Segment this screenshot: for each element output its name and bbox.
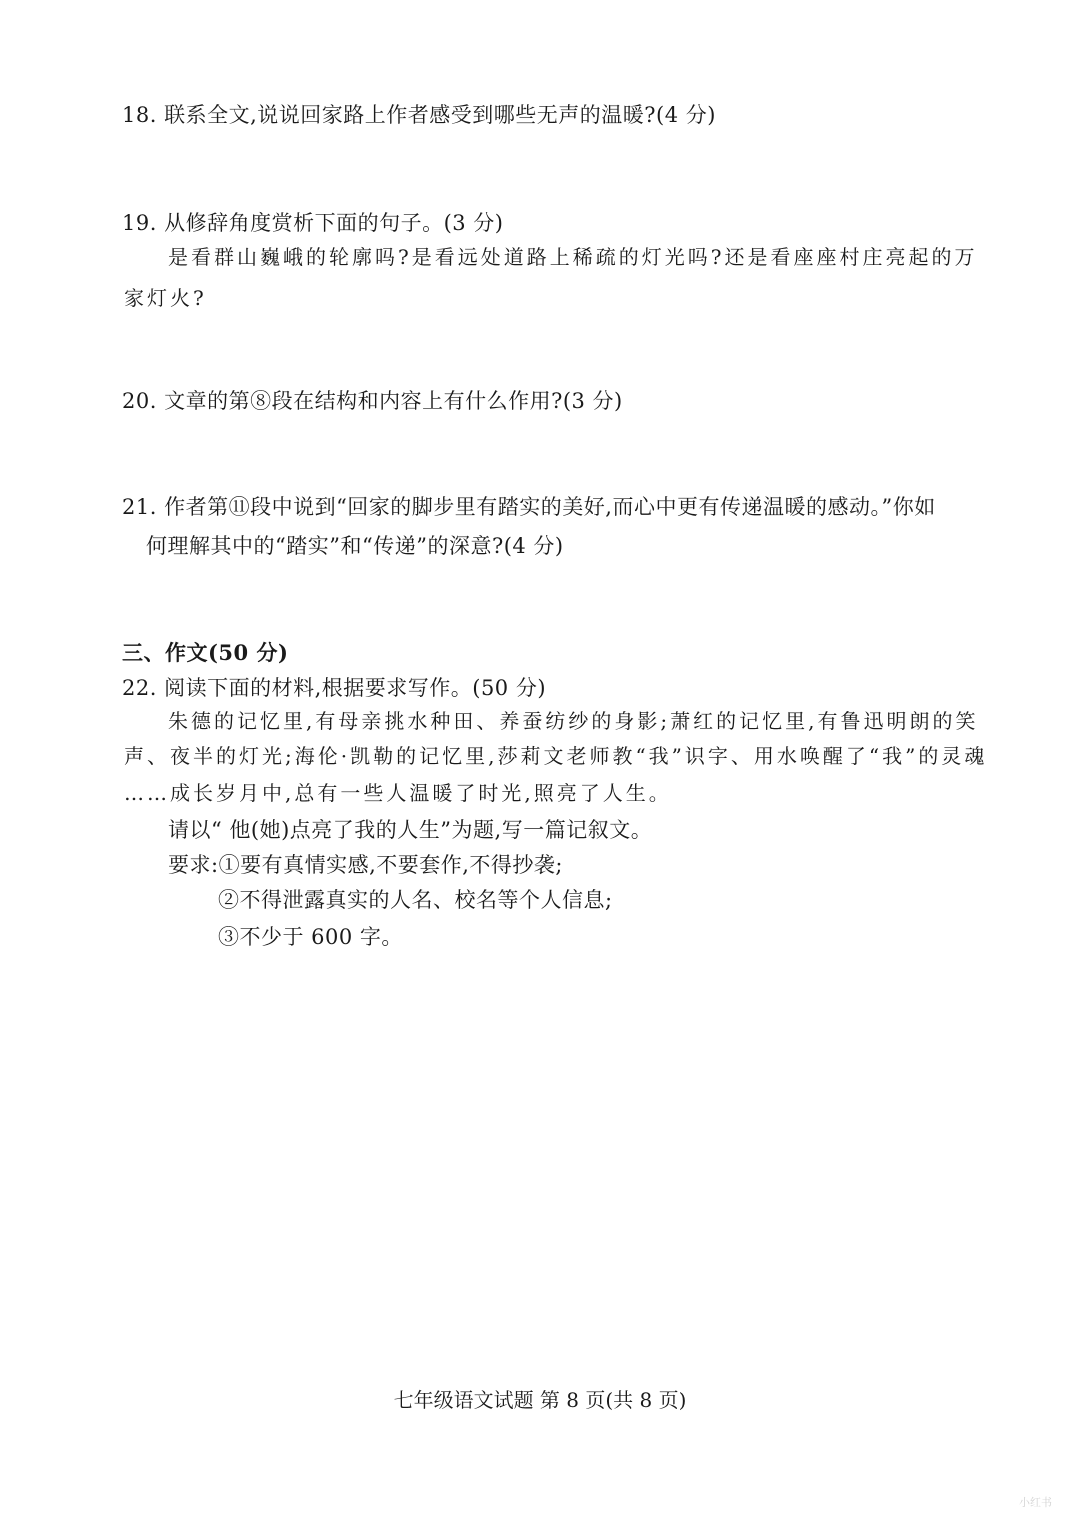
composition-heading: 三、作文(50 分) bbox=[122, 640, 289, 665]
material-line-1: 朱德的记忆里,有母亲挑水种田、养蚕纺纱的身影;萧红的记忆里,有鲁迅明朗的笑 bbox=[168, 709, 979, 733]
question-19-quote-line-1: 是看群山巍峨的轮廓吗?是看远处道路上稀疏的灯光吗?还是看座座村庄亮起的万 bbox=[168, 245, 978, 269]
page-footer: 七年级语文试题 第 8 页(共 8 页) bbox=[393, 1388, 687, 1412]
question-20: 20. 文章的第⑧段在结构和内容上有什么作用?(3 分) bbox=[122, 389, 623, 413]
question-19-quote-line-2: 家灯火? bbox=[124, 286, 207, 310]
material-line-3: ……成长岁月中,总有一些人温暖了时光,照亮了人生。 bbox=[124, 781, 672, 805]
question-18: 18. 联系全文,说说回家路上作者感受到哪些无声的温暖?(4 分) bbox=[122, 103, 716, 127]
material-line-2: 声、夜半的灯光;海伦·凯勒的记忆里,莎莉文老师教“我”识字、用水唤醒了“我”的灵魂 bbox=[124, 744, 988, 768]
requirement-1: 要求:①要有真情实感,不要套作,不得抄袭; bbox=[168, 853, 563, 877]
watermark: 小红书 bbox=[1019, 1496, 1052, 1509]
question-21-line-1: 21. 作者第⑪段中说到“回家的脚步里有踏实的美好,而心中更有传递温暖的感动。”你如 bbox=[122, 495, 936, 519]
requirement-3: ③不少于 600 字。 bbox=[218, 925, 403, 949]
question-21-line-2: 何理解其中的“踏实”和“传递”的深意?(4 分) bbox=[146, 534, 564, 558]
writing-prompt: 请以“ 他(她)点亮了我的人生”为题,写一篇记叙文。 bbox=[168, 818, 653, 842]
question-19: 19. 从修辞角度赏析下面的句子。(3 分) bbox=[122, 211, 504, 235]
question-22: 22. 阅读下面的材料,根据要求写作。(50 分) bbox=[122, 676, 547, 700]
requirement-2: ②不得泄露真实的人名、校名等个人信息; bbox=[218, 888, 613, 912]
